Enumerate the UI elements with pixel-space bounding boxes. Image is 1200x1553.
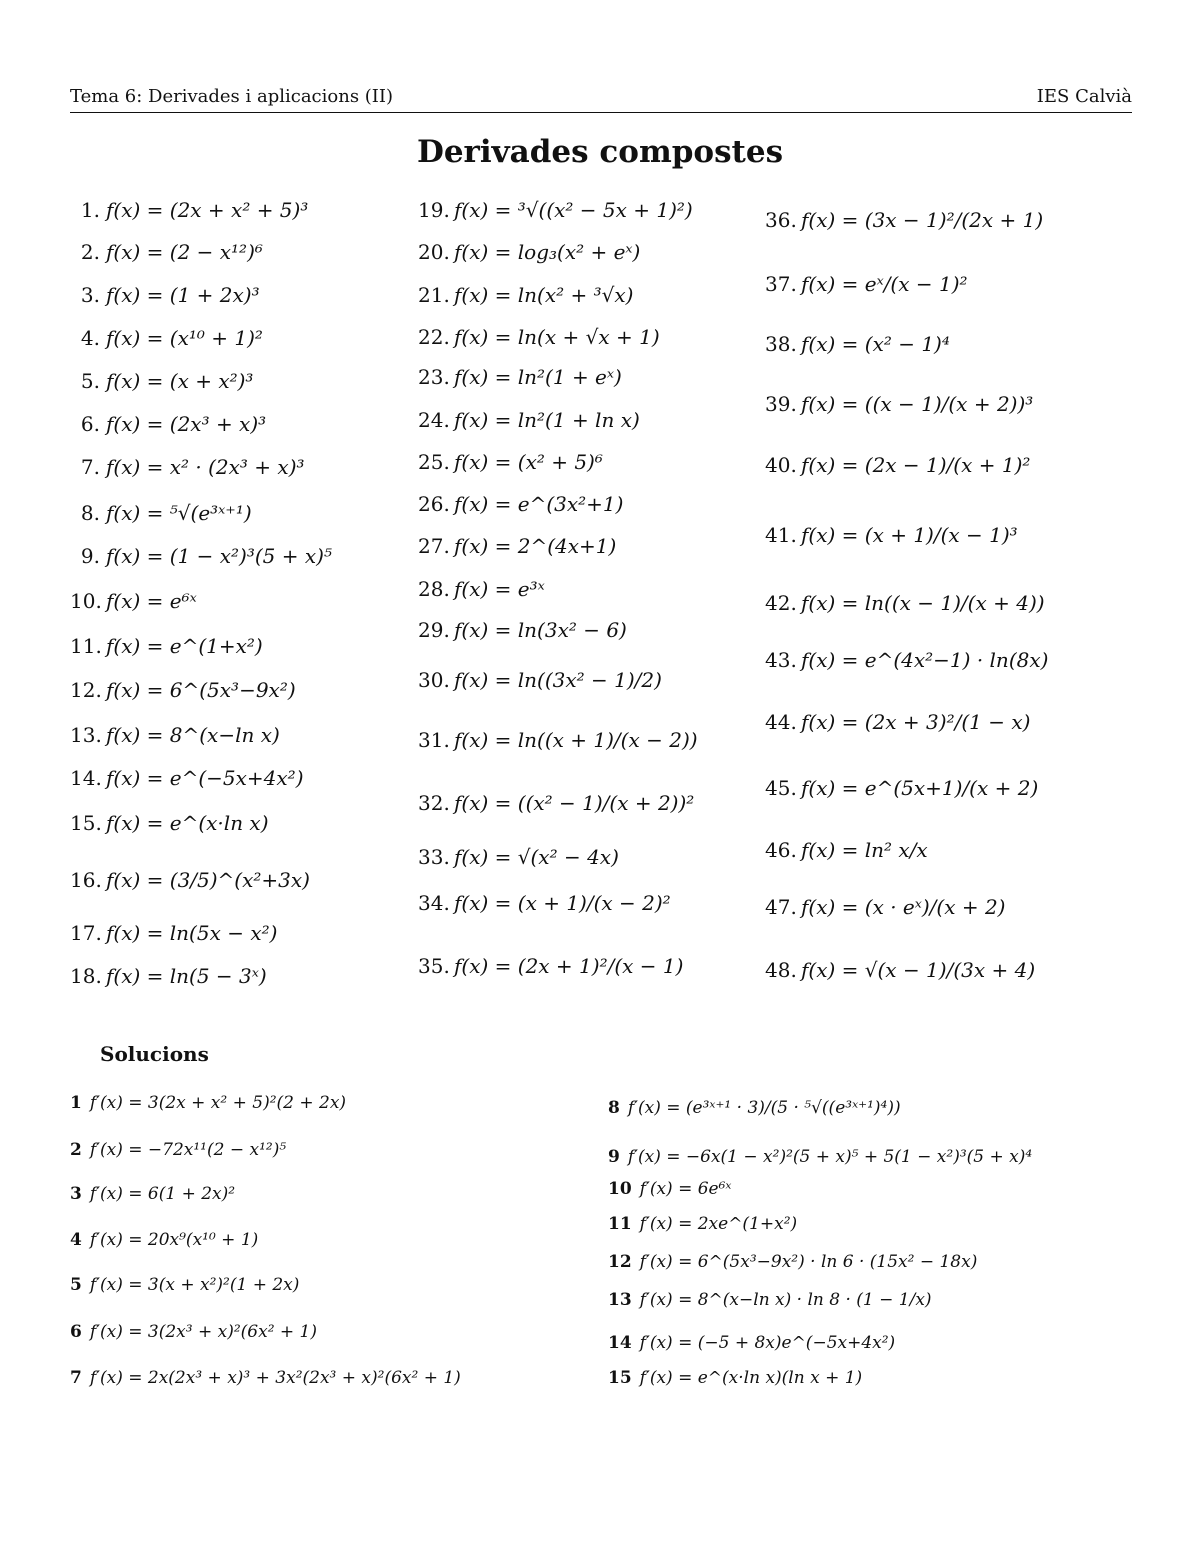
exercise-item — [765, 895, 1005, 919]
header-school: IES Calvià — [1036, 86, 1132, 107]
solution-expression: f′(x) = −6x(1 − x²)²(5 + x)⁵ + 5(1 − x²)³(5 + x)⁴ — [627, 1147, 1033, 1167]
exercise-number: 8. — [80, 501, 100, 525]
exercise-expression: f(x) = 6^(5x³−9x²) — [106, 678, 296, 702]
exercise-expression: f(x) = log₃(x² + eˣ) — [454, 240, 641, 264]
exercise-number: 10. — [70, 589, 102, 613]
exercise-item — [418, 618, 627, 642]
solution-item — [608, 1178, 731, 1200]
exercise-item — [765, 453, 1030, 477]
exercise-number: 44. — [765, 710, 797, 734]
exercise-number: 40. — [765, 453, 797, 477]
exercise-item — [418, 240, 640, 264]
exercise-expression: f(x) = √(x − 1)/(3x + 4) — [801, 958, 1036, 982]
exercise-expression: f(x) = ln((x + 1)/(x − 2)) — [454, 728, 698, 752]
exercise-number: 25. — [418, 450, 450, 474]
exercise-expression: f(x) = (2x + 3)²/(1 − x) — [801, 710, 1031, 734]
solution-expression: f′(x) = 2x(2x³ + x)³ + 3x²(2x³ + x)²(6x² + 1) — [89, 1368, 461, 1388]
exercise-item — [70, 921, 277, 945]
solution-expression: f′(x) = (e³ˣ⁺¹ · 3)/(5 · ⁵√((e³ˣ⁺¹)⁴)) — [627, 1098, 901, 1118]
solution-item — [608, 1146, 1032, 1168]
header-topic: Tema 6: Derivades i aplicacions (II) — [70, 86, 394, 107]
exercise-expression: f(x) = e^(3x²+1) — [454, 492, 624, 516]
solution-item — [70, 1274, 299, 1296]
solution-expression: f′(x) = (−5 + 8x)e^(−5x+4x²) — [639, 1333, 896, 1353]
solution-item — [608, 1367, 862, 1389]
exercise-number: 38. — [765, 332, 797, 356]
exercise-number: 11. — [70, 634, 102, 658]
exercise-item — [418, 577, 545, 601]
exercise-item — [70, 811, 269, 835]
solution-item — [608, 1332, 895, 1354]
exercise-item — [70, 766, 304, 790]
exercise-number: 23. — [418, 365, 450, 389]
exercise-number: 16. — [70, 868, 102, 892]
solution-item — [70, 1092, 346, 1114]
exercise-item — [418, 791, 694, 815]
exercise-item — [70, 544, 332, 568]
exercise-item — [70, 964, 267, 988]
exercise-expression: f(x) = ln²(1 + ln x) — [454, 408, 640, 432]
exercise-expression: f(x) = ((x − 1)/(x + 2))³ — [801, 392, 1034, 416]
exercise-expression: f(x) = (x¹⁰ + 1)² — [106, 326, 263, 350]
exercise-item — [70, 455, 305, 479]
exercise-item — [418, 198, 693, 222]
exercise-item — [418, 845, 619, 869]
solution-expression: f′(x) = −72x¹¹(2 − x¹²)⁵ — [89, 1140, 287, 1160]
exercise-number: 21. — [418, 283, 450, 307]
exercise-number: 41. — [765, 523, 797, 547]
exercise-number: 31. — [418, 728, 450, 752]
exercise-number: 43. — [765, 648, 797, 672]
exercise-item — [418, 283, 633, 307]
exercise-number: 46. — [765, 838, 797, 862]
exercise-item — [765, 591, 1045, 615]
solution-item — [70, 1139, 286, 1161]
solution-item — [608, 1289, 932, 1311]
exercise-expression: f(x) = e^(−5x+4x²) — [106, 766, 304, 790]
exercise-expression: f(x) = (2 − x¹²)⁶ — [106, 240, 263, 264]
page-title: Derivades compostes — [416, 134, 784, 170]
exercise-expression: f(x) = eˣ/(x − 1)² — [801, 272, 968, 296]
exercise-number: 13. — [70, 723, 102, 747]
exercise-expression: f(x) = ln²(1 + eˣ) — [454, 365, 622, 389]
solution-number: 4 — [70, 1230, 82, 1250]
exercise-number: 15. — [70, 811, 102, 835]
exercise-number: 12. — [70, 678, 102, 702]
exercise-number: 32. — [418, 791, 450, 815]
exercise-number: 7. — [80, 455, 100, 479]
exercise-expression: f(x) = e^(1+x²) — [106, 634, 263, 658]
exercise-expression: f(x) = ln((x − 1)/(x + 4)) — [801, 591, 1045, 615]
exercise-expression: f(x) = ln(5x − x²) — [106, 921, 278, 945]
exercise-item — [765, 272, 968, 296]
solution-expression: f′(x) = 8^(x−ln x) · ln 8 · (1 − 1/x) — [639, 1290, 932, 1310]
exercise-item — [70, 868, 310, 892]
exercise-number: 4. — [80, 326, 100, 350]
exercise-expression: f(x) = e^(4x²−1) · ln(8x) — [801, 648, 1049, 672]
solution-item — [70, 1229, 258, 1251]
exercise-item — [70, 240, 263, 264]
exercise-expression: f(x) = (2x + x² + 5)³ — [106, 198, 309, 222]
solution-expression: f′(x) = 20x⁹(x¹⁰ + 1) — [89, 1230, 259, 1250]
solution-item — [608, 1213, 797, 1235]
solution-expression: f′(x) = 3(2x + x² + 5)²(2 + 2x) — [89, 1093, 347, 1113]
exercise-item — [70, 634, 263, 658]
solution-expression: f′(x) = e^(x·ln x)(ln x + 1) — [639, 1368, 863, 1388]
exercise-expression: f(x) = (x + 1)/(x − 1)³ — [801, 523, 1018, 547]
exercise-expression: f(x) = 8^(x−ln x) — [106, 723, 280, 747]
solution-item — [70, 1367, 461, 1389]
exercise-expression: f(x) = x² · (2x³ + x)³ — [106, 455, 305, 479]
exercise-expression: f(x) = (2x³ + x)³ — [106, 412, 267, 436]
exercise-expression: f(x) = (x + x²)³ — [106, 369, 254, 393]
solution-number: 6 — [70, 1322, 82, 1342]
solution-number: 3 — [70, 1184, 82, 1204]
exercise-expression: f(x) = ln(x + √x + 1) — [454, 325, 660, 349]
exercise-number: 37. — [765, 272, 797, 296]
exercise-expression: f(x) = (1 − x²)³(5 + x)⁵ — [106, 544, 332, 568]
solution-item — [608, 1097, 901, 1119]
solution-expression: f′(x) = 3(x + x²)²(1 + 2x) — [89, 1275, 300, 1295]
exercise-expression: f(x) = (3/5)^(x²+3x) — [106, 868, 310, 892]
solution-expression: f′(x) = 6e⁶ˣ — [639, 1179, 732, 1199]
exercise-expression: f(x) = ln((3x² − 1)/2) — [454, 668, 662, 692]
exercise-number: 6. — [80, 412, 100, 436]
exercise-number: 24. — [418, 408, 450, 432]
exercise-number: 19. — [418, 198, 450, 222]
exercise-number: 29. — [418, 618, 450, 642]
solutions-title: Solucions — [100, 1042, 209, 1066]
exercise-item — [418, 365, 622, 389]
solution-expression: f′(x) = 6^(5x³−9x²) · ln 6 · (15x² − 18x) — [639, 1252, 978, 1272]
exercise-number: 27. — [418, 534, 450, 558]
exercise-expression: f(x) = ((x² − 1)/(x + 2))² — [454, 791, 695, 815]
solution-number: 11 — [608, 1214, 632, 1234]
solution-expression: f′(x) = 3(2x³ + x)²(6x² + 1) — [89, 1322, 318, 1342]
solution-number: 7 — [70, 1368, 82, 1388]
solution-number: 10 — [608, 1179, 632, 1199]
exercise-item — [765, 523, 1018, 547]
solution-number: 15 — [608, 1368, 632, 1388]
exercise-number: 39. — [765, 392, 797, 416]
exercise-expression: f(x) = 2^(4x+1) — [454, 534, 617, 558]
exercise-number: 20. — [418, 240, 450, 264]
exercise-expression: f(x) = e^(x·ln x) — [106, 811, 269, 835]
exercise-expression: f(x) = (x² + 5)⁶ — [454, 450, 603, 474]
exercise-expression: f(x) = (x² − 1)⁴ — [801, 332, 950, 356]
exercise-expression: f(x) = (x + 1)/(x − 2)² — [454, 891, 671, 915]
exercise-expression: f(x) = √(x² − 4x) — [454, 845, 619, 869]
exercise-expression: f(x) = (x · eˣ)/(x + 2) — [801, 895, 1006, 919]
exercise-number: 17. — [70, 921, 102, 945]
exercise-item — [765, 776, 1038, 800]
exercise-item — [70, 678, 296, 702]
exercise-item — [765, 838, 928, 862]
exercise-item — [70, 501, 252, 525]
exercise-number: 18. — [70, 964, 102, 988]
solution-number: 5 — [70, 1275, 82, 1295]
exercise-item — [765, 332, 950, 356]
exercise-item — [418, 534, 616, 558]
solution-item — [608, 1251, 977, 1273]
exercise-number: 22. — [418, 325, 450, 349]
exercise-expression: f(x) = ³√((x² − 5x + 1)²) — [454, 198, 693, 222]
exercise-expression: f(x) = (2x − 1)/(x + 1)² — [801, 453, 1031, 477]
exercise-number: 3. — [80, 283, 100, 307]
solution-number: 8 — [608, 1098, 620, 1118]
exercise-item — [765, 958, 1035, 982]
exercise-expression: f(x) = (1 + 2x)³ — [106, 283, 260, 307]
solution-number: 13 — [608, 1290, 632, 1310]
solution-number: 9 — [608, 1147, 620, 1167]
exercise-item — [765, 208, 1043, 232]
exercise-expression: f(x) = ln(x² + ³√x) — [454, 283, 634, 307]
exercise-item — [418, 325, 660, 349]
exercise-item — [765, 648, 1048, 672]
solution-item — [70, 1321, 317, 1343]
exercise-expression: f(x) = ln(5 − 3ˣ) — [106, 964, 267, 988]
exercise-item — [70, 723, 280, 747]
exercise-number: 48. — [765, 958, 797, 982]
exercise-expression: f(x) = (3x − 1)²/(2x + 1) — [801, 208, 1044, 232]
exercise-number: 35. — [418, 954, 450, 978]
exercise-number: 36. — [765, 208, 797, 232]
solution-expression: f′(x) = 6(1 + 2x)² — [89, 1184, 236, 1204]
solution-number: 1 — [70, 1093, 82, 1113]
exercise-item — [418, 492, 623, 516]
exercise-number: 30. — [418, 668, 450, 692]
page-header — [70, 86, 1132, 113]
exercise-expression: f(x) = e^(5x+1)/(x + 2) — [801, 776, 1039, 800]
exercise-item — [418, 954, 683, 978]
exercise-number: 9. — [80, 544, 100, 568]
exercise-number: 26. — [418, 492, 450, 516]
exercise-number: 47. — [765, 895, 797, 919]
exercise-expression: f(x) = e³ˣ — [454, 577, 545, 601]
exercise-item — [765, 710, 1030, 734]
exercise-item — [765, 392, 1033, 416]
exercise-number: 14. — [70, 766, 102, 790]
solution-item — [70, 1183, 235, 1205]
exercise-number: 28. — [418, 577, 450, 601]
exercise-item — [70, 326, 263, 350]
solution-number: 2 — [70, 1140, 82, 1160]
exercise-expression: f(x) = ⁵√(e³ˣ⁺¹) — [106, 501, 252, 525]
exercise-number: 45. — [765, 776, 797, 800]
exercise-expression: f(x) = ln(3x² − 6) — [454, 618, 627, 642]
exercise-item — [70, 283, 260, 307]
exercise-number: 1. — [80, 198, 100, 222]
exercise-item — [70, 198, 308, 222]
exercise-number: 33. — [418, 845, 450, 869]
exercise-item — [70, 589, 197, 613]
exercise-number: 34. — [418, 891, 450, 915]
exercise-item — [70, 369, 253, 393]
solution-number: 14 — [608, 1333, 632, 1353]
exercise-item — [418, 891, 671, 915]
exercise-expression: f(x) = (2x + 1)²/(x − 1) — [454, 954, 684, 978]
exercise-item — [418, 728, 698, 752]
exercise-expression: f(x) = e⁶ˣ — [106, 589, 197, 613]
exercise-item — [70, 412, 266, 436]
exercise-number: 42. — [765, 591, 797, 615]
exercise-item — [418, 668, 662, 692]
exercise-number: 5. — [80, 369, 100, 393]
exercise-expression: f(x) = ln² x/x — [801, 838, 928, 862]
exercise-item — [418, 450, 603, 474]
exercise-number: 2. — [80, 240, 100, 264]
solution-expression: f′(x) = 2xe^(1+x²) — [639, 1214, 798, 1234]
solution-number: 12 — [608, 1252, 632, 1272]
exercise-item — [418, 408, 640, 432]
